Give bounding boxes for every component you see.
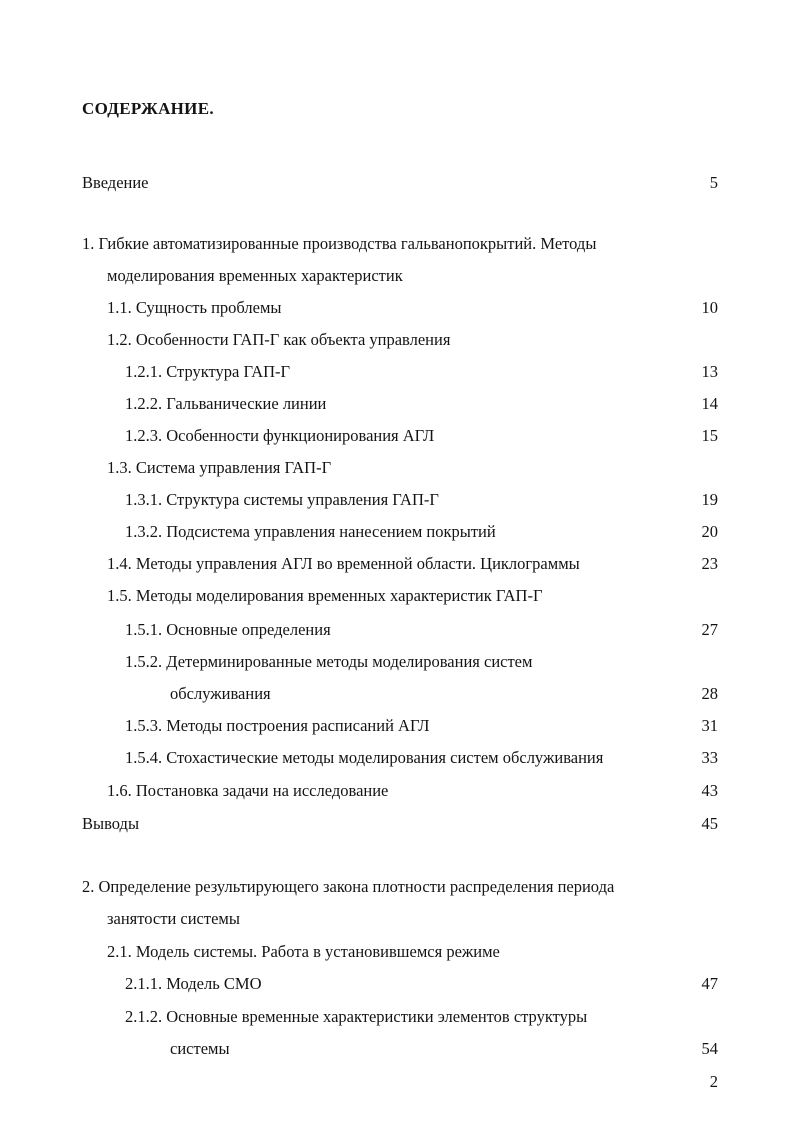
toc-entry xyxy=(0,328,793,352)
toc-entry-text: 1.2. Особенности ГАП-Г как объекта управления xyxy=(107,330,451,349)
toc-entry-text: 2.1.2. Основные временные характеристики элементов структуры xyxy=(125,1007,588,1026)
toc-entry-text: 1.3. Система управления ГАП-Г xyxy=(107,458,332,477)
toc-entry xyxy=(0,907,793,931)
toc-entry-text: 1.3.1. Структура системы управления ГАП-Г xyxy=(125,490,439,509)
toc-entry-text: занятости системы xyxy=(107,909,240,928)
toc-entry-page: 47 xyxy=(701,974,718,993)
toc-entry xyxy=(0,940,793,964)
toc-entry xyxy=(0,392,793,416)
toc-entry xyxy=(0,520,793,544)
toc-entry-text: 2.1. Модель системы. Работа в установившемся режиме xyxy=(107,942,500,961)
toc-entry-page: 23 xyxy=(701,554,718,573)
toc-entry xyxy=(0,296,793,320)
toc-entry-text: моделирования временных характеристик xyxy=(107,266,403,285)
toc-entry xyxy=(0,972,793,996)
toc-entry xyxy=(0,779,793,803)
toc-entry xyxy=(0,746,793,770)
toc-entry-text: 1.5.1. Основные определения xyxy=(125,620,331,639)
toc-entry-text: Введение xyxy=(82,173,149,192)
toc-entry-text: 1. Гибкие автоматизированные производства гальванопокрытий. Методы xyxy=(82,234,597,253)
toc-entry-text: 1.6. Постановка задачи на исследование xyxy=(107,781,389,800)
toc-entry xyxy=(0,1005,793,1029)
toc-entry-page: 28 xyxy=(701,684,718,703)
toc-entry-page: 54 xyxy=(701,1039,718,1058)
toc-entry-text: 1.2.3. Особенности функционирования АГЛ xyxy=(125,426,435,445)
toc-entry xyxy=(0,232,793,256)
toc-entry xyxy=(0,650,793,674)
toc-entry-text: 1.4. Методы управления АГЛ во временной области. Циклограммы xyxy=(107,554,580,573)
toc-entry-text: 1.2.2. Гальванические линии xyxy=(125,394,327,413)
toc-entry-text: 1.3.2. Подсистема управления нанесением покрытий xyxy=(125,522,496,541)
toc-entry-text: 1.5.4. Стохастические методы моделирования систем обслуживания xyxy=(125,748,604,767)
toc-entry-page: 33 xyxy=(701,748,718,767)
toc-entry-page: 20 xyxy=(701,522,718,541)
toc-entry-page: 27 xyxy=(701,620,718,639)
toc-entry xyxy=(0,812,793,836)
toc-entry-text: 2.1.1. Модель СМО xyxy=(125,974,262,993)
toc-entry xyxy=(0,618,793,642)
toc-entry-page: 15 xyxy=(701,426,718,445)
toc-entry xyxy=(0,171,793,195)
toc-entry-page: 43 xyxy=(701,781,718,800)
toc-entry xyxy=(0,714,793,738)
toc-entry xyxy=(0,456,793,480)
toc-entry-page: 10 xyxy=(701,298,718,317)
toc-entry xyxy=(0,682,793,706)
toc-entry-page: 14 xyxy=(701,394,718,413)
toc-entry-text: обслуживания xyxy=(170,684,271,703)
toc-entry-page: 5 xyxy=(709,173,718,192)
toc-entry xyxy=(0,264,793,288)
toc-entry-text: 1.1. Сущность проблемы xyxy=(107,298,282,317)
toc-entry-text: 2. Определение результирующего закона плотности распределения периода xyxy=(82,877,615,896)
toc-entry xyxy=(0,584,793,608)
toc-entry xyxy=(0,875,793,899)
toc-entry-text: системы xyxy=(170,1039,230,1058)
toc-entry-text: Выводы xyxy=(82,814,140,833)
toc-entry-page: 13 xyxy=(701,362,718,381)
toc-entry-page: 31 xyxy=(701,716,718,735)
toc-entry-text: 1.2.1. Структура ГАП-Г xyxy=(125,362,291,381)
toc-entry xyxy=(0,552,793,576)
toc-entry xyxy=(0,1037,793,1061)
toc-entry xyxy=(0,488,793,512)
toc-entry-page: 45 xyxy=(701,814,718,833)
toc-entry xyxy=(0,424,793,448)
toc-entry-text: 1.5. Методы моделирования временных характеристик ГАП-Г xyxy=(107,586,543,605)
toc-entry xyxy=(0,360,793,384)
page-title: СОДЕРЖАНИЕ. xyxy=(82,99,214,118)
toc-entry-text: 1.5.3. Методы построения расписаний АГЛ xyxy=(125,716,430,735)
toc-entry-text: 1.5.2. Детерминированные методы моделирования систем xyxy=(125,652,533,671)
toc-entry-page: 19 xyxy=(701,490,718,509)
page-number: 2 xyxy=(709,1072,718,1091)
